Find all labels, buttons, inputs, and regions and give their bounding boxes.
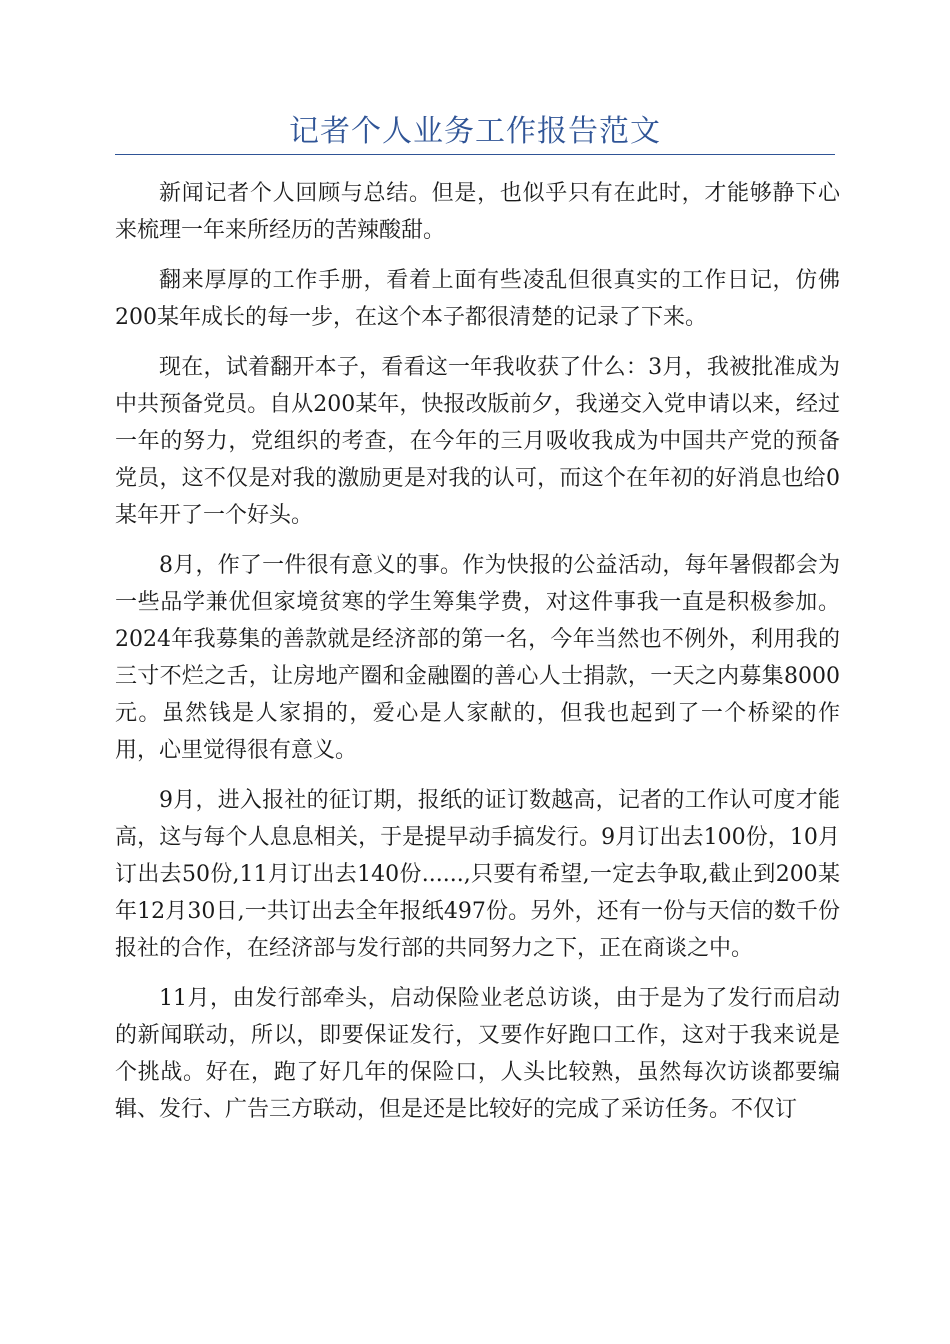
document-title: 记者个人业务工作报告范文 [289,114,661,149]
title-underline [115,154,835,155]
document-body [115,175,840,1141]
paragraph-3: 现在，试着翻开本子，看看这一年我收获了什么：3月，我被批准成为中共预备党员。自从200某年，快报改版前夕，我递交入党申请以来，经过一年的努力，党组织的考查，在今年的三月吸收我成为中国共产党的预备党员，这不仅是对我的激励更是对我的认可，而这个在年初的好消息也给0某年开了一个好头。 [115,355,840,528]
paragraph-2: 翻来厚厚的工作手册，看着上面有些凌乱但很真实的工作日记，仿佛200某年成长的每一步，在这个本子都很清楚的记录了下来。 [115,268,840,330]
paragraph-5: 9月，进入报社的征订期，报纸的证订数越高，记者的工作认可度才能高，这与每个人息息相关，于是提早动手搞发行。9月订出去100份，10月订出去50份,11月订出去140份......,只要有希望,一定去争取,截止到200某年12月30日,一共订出去全年报纸497份。另外，还有一份与天信的数千份报社的合作，在经济部与发行部的共同努力之下，正在商谈之中。 [115,788,840,961]
paragraph-1: 新闻记者个人回顾与总结。但是，也似乎只有在此时，才能够静下心来梳理一年来所经历的苦辣酸甜。 [115,181,840,243]
paragraph-4: 8月，作了一件很有意义的事。作为快报的公益活动，每年暑假都会为一些品学兼优但家境贫寒的学生筹集学费，对这件事我一直是积极参加。2024年我募集的善款就是经济部的第一名，今年当然也不例外，利用我的三寸不烂之舌，让房地产圈和金融圈的善心人士捐款，一天之内募集8000元。虽然钱是人家捐的，爱心是人家献的，但我也起到了一个桥梁的作用，心里觉得很有意义。 [115,553,840,763]
paragraph-6: 11月，由发行部牵头，启动保险业老总访谈，由于是为了发行而启动的新闻联动，所以，即要保证发行，又要作好跑口工作，这对于我来说是个挑战。好在，跑了好几年的保险口，人头比较熟，虽然每次访谈都要编辑、发行、广告三方联动，但是还是比较好的完成了采访任务。不仅订 [115,986,840,1122]
